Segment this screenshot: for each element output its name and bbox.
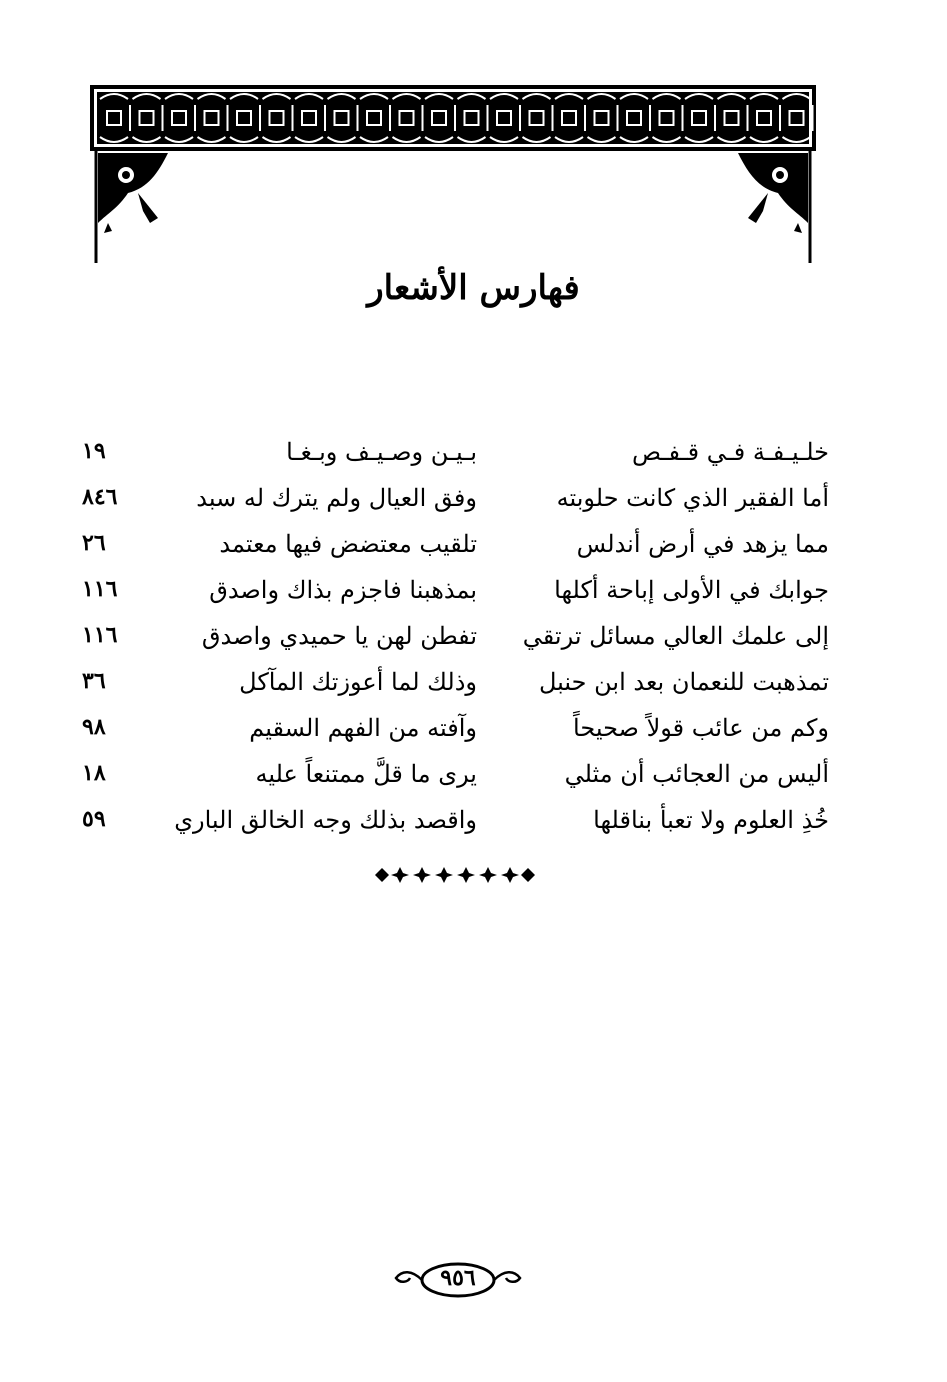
- first-hemistich: خلـيـفـة فـي قـفـص: [632, 438, 829, 466]
- first-hemistich: خُذِ العلوم ولا تعبأ بناقلها: [593, 806, 829, 834]
- page-footer: [388, 1260, 528, 1300]
- page-reference: ٣٦: [82, 668, 106, 694]
- second-hemistich: يرى ما قلَّ ممتنعاً عليه: [255, 760, 477, 788]
- table-row: [0, 622, 947, 666]
- table-row: [0, 484, 947, 528]
- first-hemistich: وكم من عائب قولاً صحيحاً: [573, 714, 829, 742]
- page-reference: ٢٦: [82, 530, 106, 556]
- table-row: [0, 668, 947, 712]
- second-hemistich: وفق العيال ولم يترك له سبد: [196, 484, 477, 512]
- second-hemistich: بـيـن وصـيـف وبـغـا: [286, 438, 477, 466]
- first-hemistich: جوابك في الأولى إباحة أكلها: [554, 576, 829, 604]
- right-corner-ornament-icon: [738, 153, 808, 233]
- first-hemistich: أليس من العجائب أن مثلي: [564, 760, 829, 788]
- second-hemistich: تفطن لهن يا حميدي واصدق: [201, 622, 477, 650]
- page-reference: ١٩: [82, 438, 106, 464]
- first-hemistich: إلى علمك العالي مسائل ترتقي: [522, 622, 829, 650]
- table-row: [0, 806, 947, 850]
- table-row: [0, 438, 947, 482]
- second-hemistich: وذلك لما أعوزتك المآكل: [239, 668, 477, 696]
- second-hemistich: واقصد بذلك وجه الخالق الباري: [174, 806, 477, 834]
- table-row: [0, 714, 947, 758]
- second-hemistich: بمذهبنا فاجزم بذاك واصدق: [209, 576, 477, 604]
- page-title: فهارس الأشعار: [367, 268, 580, 308]
- page-reference: ١٨: [82, 760, 106, 786]
- second-hemistich: تلقيب معتضض فيها معتمد: [219, 530, 477, 558]
- page-reference: ١١٦: [82, 576, 118, 602]
- star-ornament-icon: [370, 858, 540, 892]
- second-hemistich: وآفته من الفهم السقيم: [249, 714, 477, 742]
- table-row: [0, 760, 947, 804]
- ornamental-border-icon: [90, 85, 816, 265]
- page-reference: ٩٨: [82, 714, 106, 740]
- first-hemistich: أما الفقير الذي كانت حلوبته: [556, 484, 829, 512]
- table-row: [0, 576, 947, 620]
- page-reference: ٨٤٦: [82, 484, 118, 510]
- first-hemistich: مما يزهد في أرض أندلس: [576, 530, 829, 558]
- section-divider-ornament: [370, 858, 540, 892]
- left-corner-ornament-icon: [98, 153, 168, 233]
- page-number: ٩٥٦: [440, 1265, 476, 1291]
- first-hemistich: تمذهبت للنعمان بعد ابن حنبل: [539, 668, 829, 696]
- page-reference: ١١٦: [82, 622, 118, 648]
- ornamental-frame: [90, 85, 816, 265]
- page-reference: ٥٩: [82, 806, 106, 832]
- table-row: [0, 530, 947, 574]
